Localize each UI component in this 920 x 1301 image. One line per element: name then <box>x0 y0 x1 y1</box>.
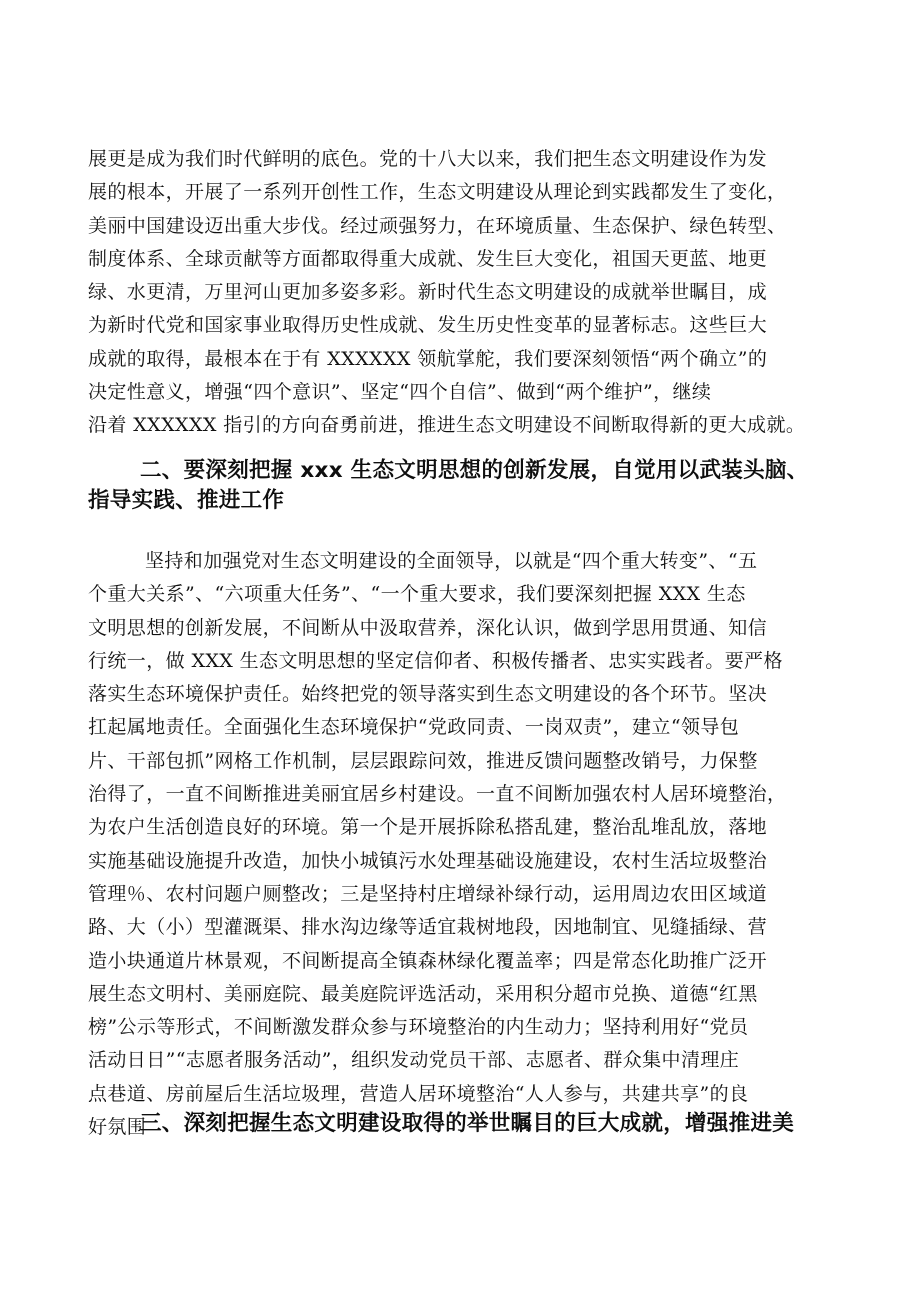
text-line: 落实生态环境保护责任。始终把党的领导落实到生态文明建设的各个环节。坚决 <box>88 683 768 706</box>
text-line: 造小块通道片林景观，不间断提高全镇森林绿化覆盖率；四是常态化助推广泛开 <box>88 949 768 972</box>
text-line: 路、大（小）型灌溉渠、排水沟边缘等适宜栽树地段，因地制宜、见缝插绿、营 <box>88 916 768 939</box>
text-line: 展生态文明村、美丽庭院、最美庭院评选活动，采用积分超市兑换、道德“红黑 <box>88 982 758 1005</box>
section-heading-2: 二、要深刻把握 xxx 生态文明思想的创新发展，自觉用以武装头脑、 <box>140 458 809 483</box>
text-line: 行统一，做 XXX 生态文明思想的坚定信仰者、积极传播者、忠实实践者。要严格 <box>88 649 783 672</box>
section-heading-3: 三、深刻把握生态文明建设取得的举世瞩目的巨大成就，增强推进美 <box>140 1111 795 1136</box>
text-line: 扛起属地责任。全面强化生态环境保护“党政同责、一岗双责”，建立“领导包 <box>88 716 740 739</box>
text-line: 制度体系、全球贡献等方面都取得重大成就、发生巨大变化，祖国天更蓝、地更 <box>88 247 768 270</box>
text-line: 治得了，一直不间断推进美丽宜居乡村建设。一直不间断加强农村人居环境整治， <box>88 783 787 806</box>
text-line: 决定性意义，增强“四个意识”、坚定“四个自信”、做到“两个维护”，继续 <box>88 381 712 404</box>
text-line: 绿、水更清，万里河山更加多姿多彩。新时代生态文明建设的成就举世瞩目，成 <box>88 281 768 304</box>
text-line: 榜”公示等形式，不间断激发群众参与环境整治的内生动力；坚持利用好“党员 <box>88 1016 749 1039</box>
text-line: 展更是成为我们时代鲜明的底色。党的十八大以来，我们把生态文明建设作为发 <box>88 148 768 170</box>
text-line: 坚持和加强党对生态文明建设的全面领导，以就是“四个重大转变”、“五 <box>145 550 758 572</box>
text-line: 文明思想的创新发展，不间断从中汲取营养，深化认识，做到学思用贯通、知信 <box>88 616 768 639</box>
text-line: 沿着 XXXXXX 指引的方向奋勇前进，推进生态文明建设不间断取得新的更大成就。 <box>88 414 806 437</box>
text-line: 活动日日”“志愿者服务活动”，组织发动党员干部、志愿者、群众集中清理庄 <box>88 1049 740 1072</box>
text-line: 实施基础设施提升改造，加快小城镇污水处理基础设施建设，农村生活垃圾整治 <box>88 849 768 872</box>
text-line: 成就的取得，最根本在于有 XXXXXX 领航掌舵，我们要深刻领悟“两个确立”的 <box>88 347 768 370</box>
text-line: 展的根本，开展了一系列开创性工作，生态文明建设从理论到实践都发生了变化， <box>88 181 787 204</box>
body-paragraph <box>88 545 834 1144</box>
text-line: 好氛围 <box>88 1116 147 1139</box>
body-paragraph <box>88 143 834 443</box>
section-heading-2-continued: 指导实践、推进工作 <box>88 488 285 513</box>
text-line: 个重大关系”、“六项重大任务”、“一个重大要求，我们要深刻把握 XXX 生态 <box>88 583 746 606</box>
text-line: 片、干部包抓”网格工作机制，层层跟踪问效，推进反馈问题整改销号，力保整 <box>88 749 758 772</box>
text-line: 为新时代党和国家事业取得历史性成就、发生历史性变革的显著标志。这些巨大 <box>88 314 768 337</box>
text-line: 管理％、农村问题户厕整改；三是坚持村庄增绿补绿行动，运用周边农田区域道 <box>88 882 768 905</box>
text-line: 美丽中国建设迈出重大步伐。经过顽强努力，在环境质量、生态保护、绿色转型、 <box>88 214 787 237</box>
text-line: 为农户生活创造良好的环境。第一个是开展拆除私搭乱建，整治乱堆乱放，落地 <box>88 816 768 839</box>
text-line: 点巷道、房前屋后生活垃圾理，营造人居环境整治“人人参与，共建共享”的良 <box>88 1082 749 1105</box>
